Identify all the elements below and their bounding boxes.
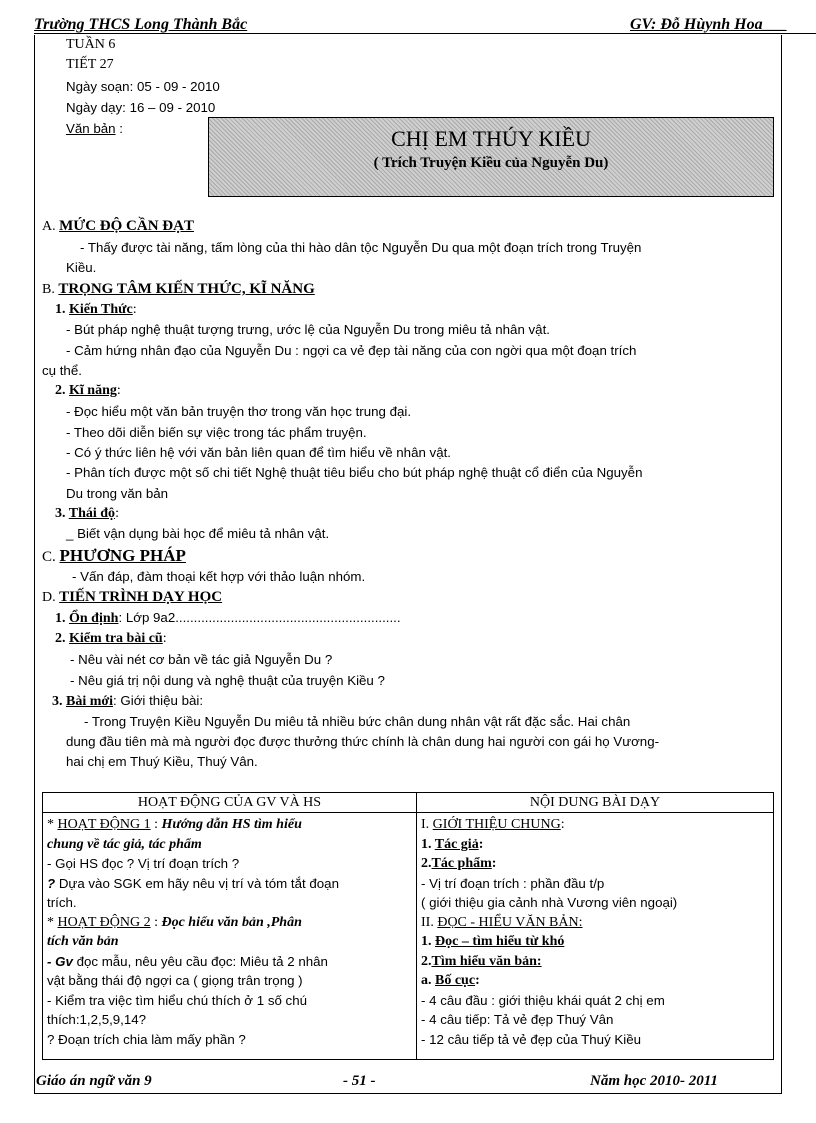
teach-date: Ngày dạy: 16 – 09 - 2010 <box>66 100 216 115</box>
section-c-title: PHƯƠNG PHÁP <box>59 546 186 565</box>
right-author-colon: : <box>478 836 484 852</box>
right-heading-1-prefix: I. <box>421 817 433 832</box>
d3-rest: : Giới thiệu bài: <box>113 693 204 708</box>
right-structure <box>421 971 771 991</box>
right-line-4: - Vị trí đoạn trích : phần đầu t/p <box>421 875 605 891</box>
section-a-title: MỨC ĐỘ CẦN ĐẠT <box>59 218 194 234</box>
b1-line-2: - Cảm hứng nhân đạo của Nguyễn Du : ngợi ca vẻ đẹp tài năng của con ngời qua một đoạn trích <box>66 343 637 358</box>
footer-left: Giáo án ngữ văn 9 <box>36 1073 152 1089</box>
d2-num: 2. <box>55 631 69 646</box>
b3-line-1: _ Biết vận dụng bài học để miêu tả nhân vật. <box>66 526 330 541</box>
left-line-4-text: Dựa vào SGK em hãy nêu vị trí và tóm tắt đoạn <box>55 875 339 891</box>
section-c-prefix: C. <box>42 549 60 565</box>
right-heading-2-title: ĐỌC - HIỂU VĂN BẢN: <box>437 914 583 930</box>
b2-line-2: - Theo dõi diễn biến sự việc trong tác phẩm truyện. <box>66 425 367 440</box>
table-head-activities: HOẠT ĐỘNG CỦA GV VÀ HS <box>137 795 322 810</box>
right-analysis-num: 2. <box>421 953 432 969</box>
activity-1-colon: : <box>150 817 162 832</box>
activity-1-heading <box>47 815 413 835</box>
activity-2-star: * <box>47 914 58 930</box>
table-head-content: NỘI DUNG BÀI DẠY <box>529 795 661 810</box>
table-header-rule <box>43 812 773 813</box>
right-line-10: - 4 câu đầu : giới thiệu khái quát 2 chị em <box>421 992 665 1008</box>
activity-1-label: HOẠT ĐỘNG 1 <box>57 817 151 832</box>
right-heading-1-title: GIỚI THIỆU CHUNG <box>432 817 561 832</box>
right-author-num: 1. <box>421 836 435 852</box>
right-analysis <box>421 952 771 972</box>
activity-1-star: * <box>47 817 58 832</box>
b1-heading <box>55 302 137 318</box>
b3-title: Thái độ <box>68 506 116 521</box>
b1-colon: : <box>132 302 137 317</box>
section-b-title: TRỌNG TÂM KIẾN THỨC, KĨ NĂNG <box>58 281 315 297</box>
d2-heading <box>55 631 167 647</box>
table-right-column <box>421 815 771 1049</box>
right-work-colon: : <box>491 856 497 871</box>
section-b-heading <box>42 281 315 298</box>
section-a-text-1: - Thấy được tài năng, tấm lòng của thi hào dân tộc Nguyễn Du qua một đoạn trích trong Truyện <box>80 240 642 255</box>
right-reading <box>421 932 771 952</box>
d1-num: 1. <box>55 611 69 626</box>
right-author-title: Tác giả <box>434 836 479 852</box>
right-structure-colon: : <box>475 973 480 988</box>
left-line-11: thích:1,2,5,9,14? <box>47 1012 147 1027</box>
d3-para-1: - Trong Truyện Kiều Nguyễn Du miêu tả nhiều bức chân dung nhân vật rất đặc sắc. Hai chân <box>84 714 631 729</box>
d3-title: Bài mới <box>66 694 114 709</box>
right-work-num: 2. <box>421 856 432 871</box>
left-line-9: vật bằng thái độ ngợi ca ( giọng trân trọng ) <box>47 973 303 988</box>
school-name: Trường THCS Long Thành Bắc <box>34 16 248 33</box>
section-b-prefix: B. <box>42 282 59 297</box>
table-column-divider <box>416 793 417 1059</box>
right-structure-title: Bố cục <box>435 973 476 988</box>
right-line-5: ( giới thiệu gia cảnh nhà Vương viên ngoại) <box>421 895 678 910</box>
text-label: Văn bản <box>66 121 116 136</box>
period-label: TIẾT 27 <box>66 57 114 72</box>
title-box <box>208 117 774 197</box>
section-d-title: TIẾN TRÌNH DẠY HỌC <box>59 589 223 605</box>
d1-title: Ổn định <box>69 611 119 626</box>
d3-para-2: dung đầu tiên mà mà người đọc được thưởng thức chính là chân dung hai người con gái họ Vương- <box>66 734 660 749</box>
section-d-heading <box>42 589 222 606</box>
right-structure-num: a. <box>421 973 435 988</box>
b2-num: 2. <box>55 383 69 398</box>
section-d-prefix: D. <box>42 590 60 605</box>
d3-num: 3. <box>52 694 66 709</box>
lesson-title: CHỊ EM THÚY KIỀU <box>391 126 591 151</box>
left-line-10: - Kiểm tra việc tìm hiểu chú thích ở 1 số chú <box>47 992 307 1008</box>
b3-num: 3. <box>55 506 69 521</box>
b2-line-1: - Đọc hiểu một văn bản truyện thơ trong văn học trung đại. <box>66 404 412 419</box>
prep-date: Ngày soạn: 05 - 09 - 2010 <box>66 79 220 94</box>
right-reading-title: Đọc – tìm hiểu từ khó <box>435 934 565 949</box>
activity-2-colon: : <box>150 914 162 930</box>
section-a-heading <box>42 218 194 235</box>
section-c-heading <box>42 546 186 566</box>
lesson-subtitle: ( Trích Truyện Kiều của Nguyễn Du) <box>373 155 609 171</box>
right-heading-2 <box>421 913 771 933</box>
b2-line-4: - Phân tích được một số chi tiết Nghệ thuật tiêu biểu cho bút pháp nghệ thuật cổ điển của Nguyễn <box>66 465 643 480</box>
week-label: TUẦN 6 <box>66 37 116 52</box>
activity-2-title-a: Đọc hiểu văn bản ,Phân <box>161 914 302 930</box>
right-author <box>421 835 771 855</box>
section-a-prefix: A. <box>42 219 60 234</box>
right-heading-1-colon: : <box>560 817 565 832</box>
right-analysis-title: Tìm hiểu văn bản: <box>431 953 542 969</box>
b3-colon: : <box>115 506 119 521</box>
text-label-line <box>66 121 123 136</box>
right-work-title: Tác phẩm <box>431 856 492 871</box>
right-heading-2-prefix: II. <box>421 914 438 930</box>
right-reading-num: 1. <box>421 934 435 949</box>
left-line-4 <box>47 874 413 894</box>
right-work <box>421 854 771 874</box>
left-line-8-mark: - Gv <box>47 953 73 969</box>
footer-page-number: - 51 - <box>343 1073 376 1089</box>
b2-colon: : <box>116 383 121 398</box>
b2-heading <box>55 383 121 399</box>
table-left-column <box>47 815 413 1049</box>
left-line-12: ? Đoạn trích chia làm mấy phần ? <box>47 1031 246 1047</box>
activity-1-title-a: Hướng dẫn HS tìm hiểu <box>161 817 302 832</box>
text-label-colon: : <box>115 121 123 136</box>
d3-heading <box>52 693 203 710</box>
right-line-12: - 12 câu tiếp tả vẻ đẹp của Thuý Kiều <box>421 1031 642 1047</box>
right-heading-1 <box>421 815 771 835</box>
c-line-1: - Vấn đáp, đàm thoại kết hợp với thảo luận nhóm. <box>72 569 366 584</box>
left-line-8 <box>47 952 413 972</box>
activity-1-title-b: chung về tác giả, tác phẩm <box>47 836 202 852</box>
d1-rest: : Lớp 9a2............................................................. <box>118 610 401 625</box>
b3-heading <box>55 506 119 522</box>
d2-line-2: - Nêu giá trị nội dung và nghệ thuật của truyện Kiều ? <box>70 673 385 688</box>
d2-title: Kiểm tra bài cũ <box>69 631 163 646</box>
left-line-8-text: đọc mẫu, nêu yêu cầu đọc: Miêu tả 2 nhân <box>72 953 328 969</box>
b1-num: 1. <box>55 302 69 317</box>
d2-line-1: - Nêu vài nét cơ bản về tác giả Nguyễn Du ? <box>70 652 333 667</box>
activity-2-label: HOẠT ĐỘNG 2 <box>57 914 151 930</box>
section-a-text-2: Kiều. <box>66 260 97 275</box>
activity-2-heading <box>47 913 413 933</box>
b2-line-3: - Có ý thức liên hệ với văn bản liên quan để tìm hiểu về nhân vật. <box>66 445 451 460</box>
b1-line-3: cụ thể. <box>42 363 82 378</box>
lesson-table <box>42 792 774 1060</box>
d1-line <box>55 610 401 627</box>
footer-rule <box>34 1093 780 1094</box>
b1-line-1: - Bút pháp nghệ thuật tượng trưng, ước lệ của Nguyễn Du trong miêu tả nhân vật. <box>66 322 550 337</box>
footer-right: Năm học 2010- 2011 <box>590 1073 718 1089</box>
d2-colon: : <box>162 631 167 646</box>
header-rule <box>34 33 816 34</box>
right-line-11: - 4 câu tiếp: Tả vẻ đẹp Thuý Vân <box>421 1012 614 1027</box>
activity-2-title-b: tích văn bản <box>47 934 119 949</box>
left-line-4-mark: ? <box>47 875 56 891</box>
left-line-5: trích. <box>47 895 77 910</box>
b1-title: Kiến Thức <box>69 302 133 317</box>
left-line-3: - Gọi HS đọc ? Vị trí đoạn trích ? <box>47 856 240 871</box>
b2-line-5: Du trong văn bản <box>66 486 169 501</box>
d3-para-3: hai chị em Thuý Kiều, Thuý Vân. <box>66 754 258 769</box>
b2-title: Kĩ năng <box>69 383 117 398</box>
teacher-name: GV: Đỗ Hùynh Hoa___ <box>630 16 787 33</box>
